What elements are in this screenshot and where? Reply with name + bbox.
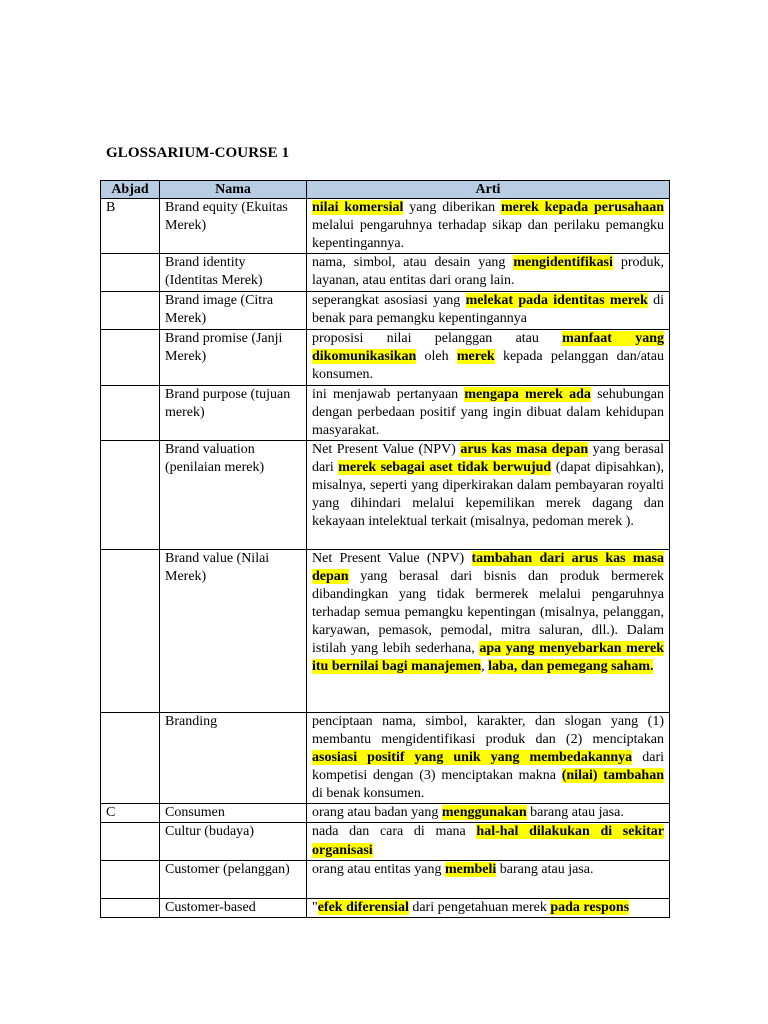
- definition-text: yang berasal dari bisnis dan produk bermerek dibandingkan yang tidak bermerek melalui pengaruhnya terhadap semua pemangku kepentingan (misalnya, pelanggan, karyawan, pemasok, pemodal, mitra saluran, dll.). Dalam istilah yang lebih sederhana,: [312, 568, 664, 657]
- cell-abjad: [101, 385, 160, 440]
- cell-nama: Customer (pelanggan): [160, 860, 307, 898]
- cell-abjad: [101, 330, 160, 385]
- definition-text: orang atau badan yang: [312, 805, 442, 821]
- definition-text: dari kompetisi dengan (3) menciptakan makna: [312, 750, 664, 784]
- header-arti: Arti: [307, 181, 670, 199]
- table-row: [101, 199, 670, 254]
- highlighted-term: (nilai) tambahan: [561, 768, 664, 784]
- highlighted-term: laba, dan pemegang saham.: [488, 659, 654, 675]
- definition-text: sehubungan dengan perbedaan positif yang ingin dibuat dalam kehidupan masyarakat.: [312, 386, 664, 438]
- table-row: [101, 385, 670, 440]
- cell-arti: [307, 804, 670, 823]
- cell-abjad: [101, 292, 160, 330]
- definition-text: di benak konsumen.: [312, 786, 425, 802]
- definition-text: ,: [481, 659, 489, 675]
- definition-text: kepada pelanggan dan/atau konsumen.: [312, 349, 665, 383]
- highlighted-term: mengapa merek ada: [464, 386, 591, 402]
- definition-text: barang atau jasa.: [496, 861, 594, 877]
- header-nama: Nama: [160, 181, 307, 199]
- cell-nama: Customer-based: [160, 898, 307, 917]
- cell-abjad: [101, 712, 160, 803]
- cell-abjad: [101, 823, 160, 860]
- table-row: [101, 860, 670, 898]
- highlighted-term: merek sebagai aset tidak berwujud: [338, 459, 552, 475]
- definition-text: ": [312, 899, 318, 915]
- highlighted-term: apa yang menyebarkan merek itu bernilai bagi manajemen: [312, 641, 665, 675]
- highlighted-term: nilai komersial: [312, 200, 404, 215]
- glossary-table: [100, 180, 670, 918]
- document-title: GLOSSARIUM-COURSE 1: [106, 145, 290, 161]
- table-row: [101, 804, 670, 823]
- cell-abjad: B: [101, 199, 160, 254]
- highlighted-term: asosiasi positif yang unik yang membedakannya: [312, 750, 633, 766]
- definition-text: Net Present Value (NPV): [312, 550, 472, 566]
- cell-abjad: [101, 549, 160, 712]
- table-row: [101, 292, 670, 330]
- definition-text: penciptaan nama, simbol, karakter, dan slogan yang (1) membantu mengidentifikasi produk dan (2) menciptakan: [312, 713, 664, 747]
- cell-abjad: C: [101, 804, 160, 823]
- definition-text: produk, layanan, atau entitas dari orang lain.: [312, 255, 664, 289]
- table-row: [101, 440, 670, 549]
- cell-arti: [307, 330, 670, 385]
- highlighted-term: hal-hal dilakukan di sekitar organisasi: [312, 824, 664, 858]
- cell-abjad: [101, 440, 160, 549]
- glossary-body: [101, 199, 670, 918]
- highlighted-term: arus kas masa depan: [460, 441, 589, 457]
- cell-nama: Brand equity (Ekuitas Merek): [160, 199, 307, 254]
- cell-arti: [307, 254, 670, 292]
- cell-arti: [307, 385, 670, 440]
- definition-text: seperangkat asosiasi yang: [312, 293, 466, 309]
- table-row: [101, 898, 670, 917]
- cell-abjad: [101, 254, 160, 292]
- definition-text: melalui pengaruhnya terhadap sikap dan perilaku pemangku kepentingannya.: [312, 218, 664, 252]
- highlighted-term: menggunakan: [441, 805, 527, 821]
- highlighted-term: mengidentifikasi: [513, 255, 613, 271]
- table-row: [101, 712, 670, 803]
- definition-text: nada dan cara di mana: [312, 824, 477, 840]
- table-row: [101, 254, 670, 292]
- highlighted-term: pada respons: [550, 899, 630, 915]
- cell-arti: [307, 823, 670, 860]
- cell-nama: Brand promise (Janji Merek): [160, 330, 307, 385]
- cell-arti: [307, 712, 670, 803]
- cell-nama: Brand identity (Identitas Merek): [160, 254, 307, 292]
- definition-text: orang atau entitas yang: [312, 861, 445, 877]
- cell-abjad: [101, 898, 160, 917]
- header-abjad: Abjad: [101, 181, 160, 199]
- cell-arti: [307, 292, 670, 330]
- definition-text: dari pengetahuan merek: [408, 899, 551, 915]
- cell-abjad: [101, 860, 160, 898]
- cell-arti: [307, 898, 670, 917]
- highlighted-term: membeli: [444, 861, 497, 877]
- highlighted-term: melekat pada identitas merek: [465, 293, 648, 309]
- cell-arti: [307, 549, 670, 712]
- highlighted-term: tambahan dari arus kas masa depan: [312, 550, 664, 584]
- cell-arti: [307, 860, 670, 898]
- cell-nama: Brand image (Citra Merek): [160, 292, 307, 330]
- cell-nama: Cultur (budaya): [160, 823, 307, 860]
- definition-text: oleh: [416, 349, 457, 365]
- table-row: [101, 823, 670, 860]
- cell-arti: [307, 440, 670, 549]
- cell-nama: Brand value (Nilai Merek): [160, 549, 307, 712]
- cell-nama: Branding: [160, 712, 307, 803]
- definition-text: proposisi nilai pelanggan atau: [312, 331, 563, 347]
- table-header-row: [101, 181, 670, 199]
- table-row: [101, 330, 670, 385]
- highlighted-term: efek diferensial: [317, 899, 409, 915]
- cell-nama: Brand valuation (penilaian merek): [160, 440, 307, 549]
- highlighted-term: merek: [456, 349, 495, 365]
- cell-nama: Brand purpose (tujuan merek): [160, 385, 307, 440]
- definition-text: barang atau jasa.: [526, 805, 624, 821]
- definition-text: Net Present Value (NPV): [312, 441, 461, 457]
- table-row: [101, 549, 670, 712]
- highlighted-term: merek kepada perusahaan: [500, 200, 665, 215]
- definition-text: ini menjawab pertanyaan: [312, 386, 465, 402]
- definition-text: di benak para pemangku kepentingannya: [312, 293, 664, 327]
- highlighted-term: manfaat yang dikomunikasikan: [312, 331, 665, 365]
- definition-text: yang berasal dari: [312, 441, 664, 475]
- definition-text: yang diberikan: [403, 200, 501, 215]
- cell-nama: Consumen: [160, 804, 307, 823]
- definition-text: nama, simbol, atau desain yang: [312, 255, 514, 271]
- definition-text: (dapat dipisahkan), misalnya, seperti yang diperkirakan dalam pembayaran royalti yang dihindari melalui kepemilikan merek dagang dan kekayaan intelektual terkait (misalnya, pedoman merek ).: [312, 459, 665, 530]
- cell-arti: [307, 199, 670, 254]
